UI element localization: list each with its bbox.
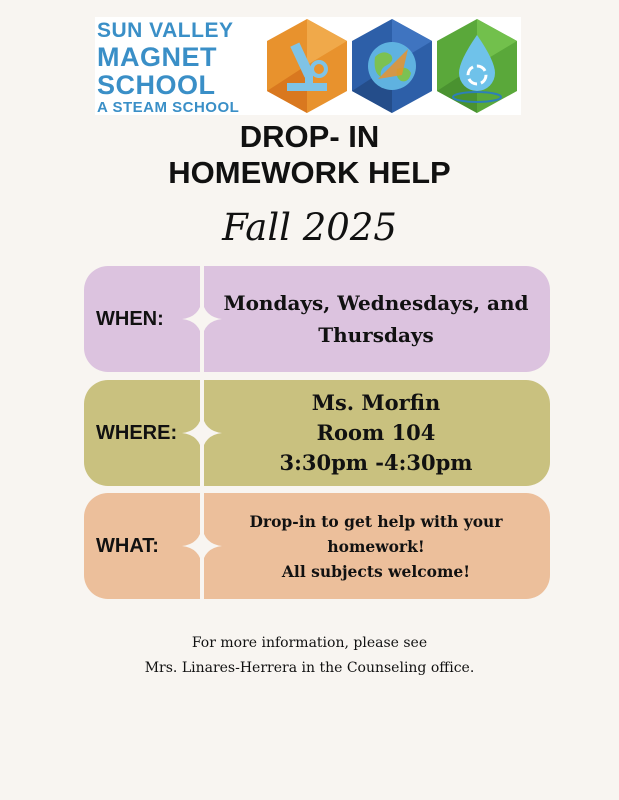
footer-line-2: Mrs. Linares-Herrera in the Counseling office. <box>144 660 475 676</box>
what-line-1: Drop-in to get help with your <box>249 511 503 531</box>
where-line-2: Room 104 <box>316 420 436 445</box>
when-line-2: Thursdays <box>318 323 434 347</box>
where-label: WHERE: <box>96 421 178 444</box>
headline-line-1: DROP- IN <box>239 119 380 154</box>
what-row <box>84 493 550 599</box>
school-logo <box>95 17 521 115</box>
logo-wordmark <box>97 19 257 117</box>
where-line-3: 3:30pm -4:30pm <box>279 450 473 475</box>
footer-line-1: For more information, please see <box>191 635 428 651</box>
globe-icon <box>352 19 432 113</box>
when-label: WHEN: <box>96 307 164 330</box>
logo-hexagon-art <box>263 17 521 115</box>
what-value <box>206 493 546 599</box>
where-value <box>206 380 546 486</box>
microscope-icon <box>267 19 347 113</box>
what-line-2: homework! <box>327 536 425 556</box>
logo-line-3: SCHOOL <box>97 70 216 100</box>
logo-line-1: SUN VALLEY <box>97 19 234 42</box>
what-line-3: All subjects welcome! <box>281 561 471 581</box>
where-line-1: Ms. Morfin <box>311 390 441 415</box>
when-row <box>84 266 550 372</box>
when-line-1: Mondays, Wednesdays, and <box>223 291 529 315</box>
what-label: WHAT: <box>96 534 159 557</box>
logo-line-2: MAGNET <box>97 42 217 72</box>
when-value <box>206 266 546 372</box>
headline-line-2: HOMEWORK HELP <box>168 155 451 190</box>
season-heading: Fall 2025 <box>222 206 397 249</box>
recycle-drop-icon <box>437 19 517 113</box>
where-row <box>84 380 550 486</box>
logo-tagline: A STEAM SCHOOL <box>97 99 240 116</box>
